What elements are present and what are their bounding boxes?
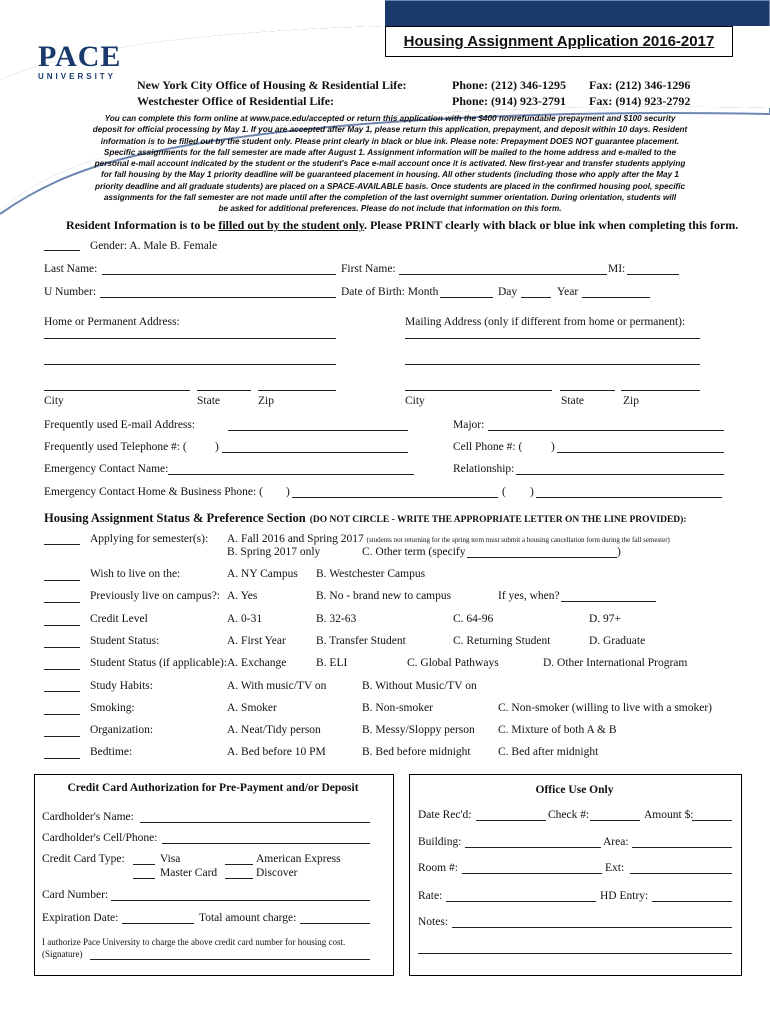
student-status-applicable-option-d: D. Other International Program [543, 657, 688, 669]
telephone-input[interactable] [222, 452, 408, 453]
intro-line: information is to be filled out by the student only. Please print clearly in black or blue ink. Please note: Prepayment DOES NOT guarantee placement. [100, 136, 680, 146]
housing-section-header [44, 509, 687, 527]
bedtime-option-b: B. Bed before midnight [362, 746, 471, 758]
room-label: Room #: [418, 862, 458, 874]
card-number-input[interactable] [111, 900, 370, 901]
emergency-name-label: Emergency Contact Name: [44, 463, 169, 475]
form-title: Housing Assignment Application 2016-2017 [403, 33, 715, 50]
organization-input[interactable] [44, 736, 80, 737]
intro-line: Specific assignments for the fall semester are made after August 1. Assignment information will be mailed to the home address and e-mailed to the [103, 147, 677, 157]
notes-label: Notes: [418, 916, 449, 928]
emergency-phone-close2: ) [530, 486, 534, 498]
logo-subtitle: UNIVERSITY [38, 72, 117, 81]
campus-option-a: A. NY Campus [227, 568, 298, 580]
visa-input[interactable] [133, 864, 155, 865]
credit-level-label: Credit Level [90, 613, 148, 625]
intro-line: You can complete this form online at www.pace.edu/accepted or return this application with the $400 nonrefundable prepayment and $100 security [104, 114, 676, 123]
campus-option-b: B. Westchester Campus [316, 568, 426, 580]
study-habits-option-a: A. With music/TV on [227, 680, 327, 692]
student-status-applicable-option-c: C. Global Pathways [407, 657, 499, 669]
logo-word: PACE [38, 40, 122, 73]
intro-line: deposit for official processing by May 1. If you are accepted after May 1, please return this application, prepayment, and deposit within 10 days. Resident [92, 125, 688, 135]
bedtime-option-c: C. Bed after midnight [498, 746, 599, 758]
mi-input[interactable] [627, 274, 679, 275]
amex-input[interactable] [225, 864, 253, 865]
area-label: Area: [603, 836, 629, 848]
semester-option-b: B. Spring 2017 only [227, 546, 321, 558]
office-nyc-name: New York City Office of Housing & Residential Life: [137, 78, 407, 92]
previous-live-label: Previously live on campus?: [90, 590, 220, 602]
cardholder-phone-input[interactable] [162, 843, 370, 844]
total-charge-input[interactable] [300, 923, 370, 924]
previous-live-when-input[interactable] [561, 601, 656, 602]
intro-line: personal e-mail account indicated by the student or the student's Pace e-mail account once it is activated. New first-year and transfer students applying [94, 159, 686, 169]
bedtime-input[interactable] [44, 758, 80, 759]
credit-level-option-c: C. 64-96 [453, 613, 494, 625]
credit-level-option-a: A. 0-31 [227, 613, 263, 625]
semester-option-a-text: A. Fall 2016 and Spring 2017 [227, 533, 364, 545]
resident-note [66, 218, 738, 233]
home-zip-label: Zip [258, 395, 274, 407]
office-nyc-phone: Phone: (212) 346-1295 [452, 78, 566, 92]
signature-label: (Signature) [42, 949, 83, 959]
credit-card-title: Credit Card Authorization for Pre-Payment and/or Deposit [67, 782, 359, 794]
authorize-text: I authorize Pace University to charge the above credit card number for housing cost. [42, 937, 346, 947]
expiration-label: Expiration Date: [42, 912, 119, 924]
emergency-home-phone-input[interactable] [292, 497, 498, 498]
room-input[interactable] [462, 873, 602, 874]
ext-label: Ext: [605, 862, 625, 874]
total-charge-label: Total amount charge: [199, 912, 297, 924]
cardholder-name-label: Cardholder's Name: [42, 811, 134, 823]
rate-label: Rate: [418, 890, 443, 902]
cell-label: Cell Phone #: ( [453, 441, 523, 453]
relationship-input[interactable] [516, 474, 724, 475]
discover-input[interactable] [225, 878, 253, 879]
semester-option-c-close: ) [617, 546, 621, 558]
home-city-input[interactable] [44, 390, 190, 391]
check-input[interactable] [590, 820, 640, 821]
mailing-state-label: State [561, 395, 584, 407]
signature-input[interactable] [90, 959, 370, 960]
previous-live-option-a: A. Yes [227, 590, 258, 602]
semester-note: (students not returning for the spring term must submit a housing cancellation form during the fall semester) [366, 536, 670, 544]
dob-month-input[interactable] [440, 297, 493, 298]
dob-day-input[interactable] [521, 297, 551, 298]
office-use-title: Office Use Only [535, 784, 614, 796]
cell-close: ) [551, 441, 555, 453]
hd-entry-input[interactable] [652, 901, 732, 902]
campus-input[interactable] [44, 580, 80, 581]
smoking-input[interactable] [44, 714, 80, 715]
smoking-option-a: A. Smoker [227, 702, 277, 714]
smoking-option-b: B. Non-smoker [362, 702, 433, 714]
student-status-option-a: A. First Year [227, 635, 286, 647]
study-habits-option-b: B. Without Music/TV on [362, 680, 477, 692]
home-state-input[interactable] [197, 390, 251, 391]
mastercard-input[interactable] [133, 878, 155, 879]
gender-input[interactable] [44, 250, 80, 251]
email-input[interactable] [228, 430, 408, 431]
student-status-input[interactable] [44, 647, 80, 648]
student-status-applicable-input[interactable] [44, 669, 80, 670]
student-status-option-b: B. Transfer Student [316, 635, 406, 647]
credit-level-option-b: B. 32-63 [316, 613, 357, 625]
organization-option-c: C. Mixture of both A & B [498, 724, 617, 736]
date-recd-label: Date Rec'd: [418, 809, 472, 821]
card-type-label: Credit Card Type: [42, 853, 125, 865]
mailing-address-line-1[interactable] [405, 338, 700, 339]
last-name-label: Last Name: [44, 263, 98, 275]
smoking-option-c: C. Non-smoker (willing to live with a smoker) [498, 702, 712, 714]
mailing-city-input[interactable] [405, 390, 552, 391]
intro-line: be asked for additional preferences. Please do not include that information on this form. [218, 204, 562, 214]
discover-label: Discover [256, 867, 298, 879]
resident-note-pre: Resident Information is to be [66, 218, 219, 232]
study-habits-input[interactable] [44, 691, 80, 692]
amex-label: American Express [256, 853, 341, 865]
u-number-label: U Number: [44, 286, 97, 298]
visa-label: Visa [160, 853, 181, 865]
major-label: Major: [453, 419, 485, 431]
major-input[interactable] [488, 430, 724, 431]
emergency-phone-label: Emergency Contact Home & Business Phone: ( [44, 486, 263, 498]
mailing-zip-label: Zip [623, 395, 639, 407]
organization-label: Organization: [90, 724, 154, 736]
mailing-address-line-2[interactable] [405, 364, 700, 365]
credit-level-input[interactable] [44, 625, 80, 626]
bedtime-label: Bedtime: [90, 746, 133, 758]
smoking-label: Smoking: [90, 702, 135, 714]
student-status-option-c: C. Returning Student [453, 635, 551, 647]
study-habits-label: Study Habits: [90, 680, 153, 692]
last-name-input[interactable] [102, 274, 336, 275]
previous-live-when-label: If yes, when? [498, 590, 560, 602]
first-name-input[interactable] [399, 274, 607, 275]
student-status-applicable-option-a: A. Exchange [227, 657, 287, 669]
home-zip-input[interactable] [258, 390, 336, 391]
resident-note-post: . Please PRINT clearly with black or blue ink when completing this form. [364, 218, 739, 232]
amount-input[interactable] [692, 820, 732, 821]
mailing-zip-input[interactable] [621, 390, 700, 391]
emergency-phone-open2: ( [502, 486, 506, 498]
form-title-box [385, 26, 733, 57]
dob-year-label: Year [557, 286, 579, 298]
semester-label: Applying for semester(s): [90, 533, 209, 545]
previous-live-option-b: B. No - brand new to campus [316, 590, 452, 602]
pace-logo [38, 40, 122, 82]
semester-input[interactable] [44, 544, 80, 545]
home-address-label: Home or Permanent Address: [44, 316, 180, 328]
home-address-line-1[interactable] [44, 338, 336, 339]
student-status-label: Student Status: [90, 635, 160, 647]
telephone-close: ) [215, 441, 219, 453]
building-input[interactable] [465, 847, 601, 848]
expiration-input[interactable] [122, 923, 194, 924]
mailing-city-label: City [405, 395, 425, 407]
area-input[interactable] [632, 847, 732, 848]
gender-label: Gender: A. Male B. Female [90, 240, 218, 252]
organization-option-a: A. Neat/Tidy person [227, 724, 321, 736]
email-label: Frequently used E-mail Address: [44, 419, 196, 431]
office-wc-phone: Phone: (914) 923-2791 [452, 94, 566, 108]
intro-line: for fall housing by the May 1 priority deadline will be guaranteed placement in housing. All other students (including those who apply after the May 1 [101, 170, 679, 180]
dob-day-label: Day [498, 286, 518, 298]
rate-input[interactable] [446, 901, 596, 902]
student-status-applicable-option-b: B. ELI [316, 657, 348, 669]
office-use-box [409, 774, 742, 976]
cardholder-name-input[interactable] [140, 822, 370, 823]
student-status-applicable-label: Student Status (if applicable): [90, 657, 228, 669]
intro-line: assignments for the fall semester are not made until after the completion of the last overnight summer orientation. During orientation, students will [103, 193, 677, 203]
ext-input[interactable] [630, 873, 732, 874]
building-label: Building: [418, 836, 462, 848]
mailing-address-label: Mailing Address (only if different from home or permanent): [405, 316, 686, 328]
student-status-option-d: D. Graduate [589, 635, 646, 647]
hd-entry-label: HD Entry: [600, 890, 649, 902]
intro-line: priority deadline and all graduate students) are placed on a SPACE-AVAILABLE basis. Once students are placed in the confirmed housing pool, specific [94, 181, 686, 191]
cardholder-phone-label: Cardholder's Cell/Phone: [42, 832, 158, 844]
mi-label: MI: [608, 263, 626, 275]
semester-other-input[interactable] [467, 557, 617, 558]
campus-label: Wish to live on the: [90, 568, 181, 580]
housing-section-title: Housing Assignment Status & Preference Section [44, 511, 306, 525]
dob-label: Date of Birth: Month [341, 286, 439, 298]
u-number-input[interactable] [100, 297, 336, 298]
office-wc-fax: Fax: (914) 923-2792 [589, 94, 691, 108]
card-number-label: Card Number: [42, 889, 109, 901]
semester-option-a [227, 533, 670, 545]
home-city-label: City [44, 395, 64, 407]
emergency-name-input[interactable] [168, 474, 414, 475]
bedtime-option-a: A. Bed before 10 PM [227, 746, 326, 758]
check-label: Check #: [548, 809, 590, 821]
mailing-state-input[interactable] [560, 390, 615, 391]
office-nyc-fax: Fax: (212) 346-1296 [589, 78, 691, 92]
mastercard-label: Master Card [160, 867, 218, 879]
previous-live-input[interactable] [44, 602, 80, 603]
relationship-label: Relationship: [453, 463, 515, 475]
resident-note-underlined: filled out by the student only [218, 218, 365, 232]
office-wc-name: Westchester Office of Residential Life: [137, 94, 335, 108]
dob-year-input[interactable] [582, 297, 650, 298]
home-address-line-2[interactable] [44, 364, 336, 365]
organization-option-b: B. Messy/Sloppy person [362, 724, 475, 736]
notes-input-line-1[interactable] [452, 927, 732, 928]
semester-option-c: C. Other term (specify [362, 546, 466, 558]
emergency-business-phone-input[interactable] [536, 497, 722, 498]
housing-section-subtitle: (DO NOT CIRCLE - WRITE THE APPROPRIATE LETTER ON THE LINE PROVIDED): [309, 515, 687, 525]
telephone-label: Frequently used Telephone #: ( [44, 441, 187, 453]
cell-input[interactable] [557, 452, 724, 453]
date-recd-input[interactable] [476, 820, 546, 821]
emergency-phone-close: ) [286, 486, 290, 498]
first-name-label: First Name: [341, 263, 396, 275]
credit-level-option-d: D. 97+ [589, 613, 622, 625]
intro-paragraph [60, 113, 720, 215]
home-state-label: State [197, 395, 220, 407]
notes-input-line-2[interactable] [418, 953, 732, 954]
amount-label: Amount $: [644, 809, 694, 821]
